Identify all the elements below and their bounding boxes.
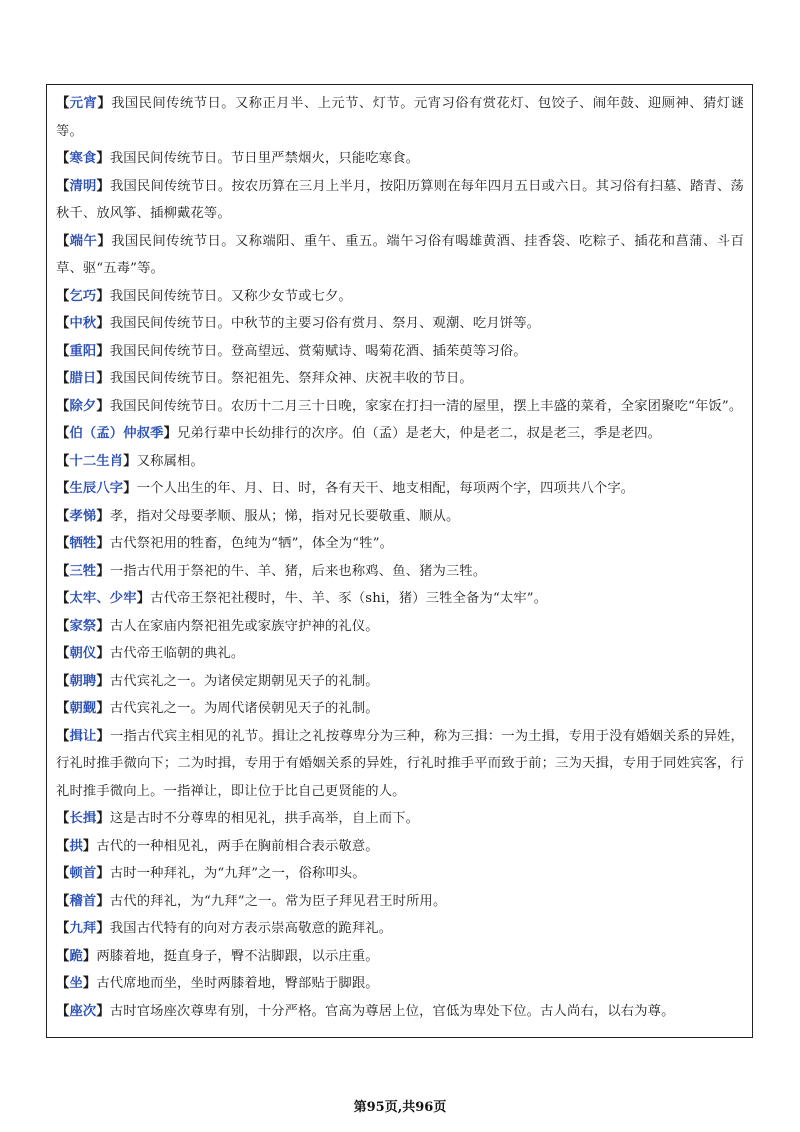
glossary-entry — [56, 915, 744, 943]
entry-definition: 古代祭祀用的牲畜，色纯为“牺”，体全为“牲”。 — [109, 536, 394, 551]
bracket-open: 【 — [56, 1003, 70, 1019]
glossary-entry — [56, 668, 744, 696]
entry-definition: 我国民间传统节日。农历十二月三十日晚，家家在打扫一清的屋里，摆上丰盛的菜肴，全家团聚吃“年饭”。 — [109, 398, 743, 414]
bracket-close: 】 — [96, 893, 110, 909]
entry-term: 乞巧 — [69, 288, 97, 304]
glossary-entry — [56, 448, 744, 476]
bracket-close: 】 — [96, 178, 110, 194]
glossary-entry — [56, 695, 744, 723]
bracket-close: 】 — [96, 673, 110, 689]
entry-term: 端午 — [69, 233, 98, 249]
bracket-open: 【 — [56, 536, 70, 551]
bracket-close: 】 — [96, 646, 110, 661]
glossary-entry — [56, 173, 744, 228]
glossary-entry — [56, 283, 744, 311]
entry-term: 十二生肖 — [69, 453, 124, 469]
entry-definition: 古代的拜礼，为“九拜”之一。常为臣子拜见君王时所用。 — [109, 893, 447, 909]
glossary-entry — [56, 145, 744, 173]
entry-definition: 一指古代宾主相见的礼节。揖让之礼按尊卑分为三种，称为三揖：一为土揖，专用于没有婚姻关系的异姓，行礼时推手微向下；二为时揖，专用于有婚姻关系的异姓，行礼时推手平而致于前；三为天揖，专用于同姓宾客，行礼时推手微向上。一指禅让，即让位于比自己更贤能的人。 — [56, 728, 744, 799]
entry-term: 元宵 — [69, 96, 98, 111]
entry-term: 三牲 — [69, 563, 97, 579]
entry-term: 跪 — [69, 948, 83, 964]
entry-term: 顿首 — [69, 866, 97, 881]
glossary-entry — [56, 860, 744, 888]
bracket-open: 【 — [56, 398, 70, 414]
glossary-entry — [56, 833, 744, 861]
bracket-open: 【 — [56, 151, 70, 166]
glossary-entry — [56, 613, 744, 641]
page-number: 第95页,共96页 — [353, 1100, 447, 1115]
entry-term: 中秋 — [69, 316, 97, 331]
entry-definition: 古代帝王临朝的典礼。 — [109, 646, 245, 661]
entry-definition: 我国民间传统节日。祭祀祖先、祭拜众神、庆祝丰收的节日。 — [109, 371, 473, 386]
bracket-open: 【 — [56, 728, 70, 744]
bracket-open: 【 — [56, 96, 70, 111]
entry-definition: 又称属相。 — [136, 453, 204, 469]
entry-definition: 古时一种拜礼，为“九拜”之一，俗称叩头。 — [109, 866, 366, 881]
glossary-entry — [56, 888, 744, 916]
glossary-entry — [56, 998, 744, 1026]
glossary-entry — [56, 970, 744, 998]
bracket-close: 】 — [96, 151, 110, 166]
entry-definition: 古代帝王祭祀社稷时，牛、羊、豕（shi，猪）三牲全备为“太牢”。 — [150, 591, 548, 606]
entry-definition: 两膝着地，挺直身子，臀不沾脚跟，以示庄重。 — [96, 948, 379, 964]
bracket-close: 】 — [96, 398, 110, 414]
bracket-open: 【 — [56, 426, 70, 441]
bracket-open: 【 — [56, 673, 70, 689]
entry-definition: 一指古代用于祭祀的牛、羊、猪，后来也称鸡、鱼、猪为三牲。 — [109, 563, 487, 579]
glossary-frame — [46, 84, 753, 1038]
bracket-close: 】 — [96, 866, 110, 881]
glossary-entry — [56, 943, 744, 971]
entry-definition: 这是古时不分尊卑的相见礼，拱手高举，自上而下。 — [109, 811, 420, 826]
entry-term: 家祭 — [69, 618, 97, 634]
glossary-entry — [56, 475, 744, 503]
entry-term: 揖让 — [69, 728, 97, 744]
entry-definition: 古代的一种相见礼，两手在胸前相合表示敬意。 — [96, 838, 379, 854]
entry-definition: 一个人出生的年、月、日、时，各有天干、地支相配，每项两个字，四项共八个字。 — [136, 481, 635, 496]
entry-term: 牺牲 — [69, 536, 97, 551]
entry-term: 腊日 — [69, 371, 97, 386]
entry-term: 朝仪 — [69, 646, 97, 661]
glossary-entry — [56, 723, 744, 806]
bracket-close: 】 — [96, 921, 110, 936]
entry-definition: 古时官场座次尊卑有别，十分严格。官高为尊居上位，官低为卑处下位。古人尚右，以右为尊。 — [109, 1003, 675, 1019]
entry-definition: 古代席地而坐，坐时两膝着地，臀部贴于脚跟。 — [96, 976, 379, 991]
glossary-entry — [56, 503, 744, 531]
bracket-close: 】 — [96, 811, 110, 826]
entry-definition: 我国民间传统节日。中秋节的主要习俗有赏月、祭月、观潮、吃月饼等。 — [109, 316, 541, 331]
entry-definition: 兄弟行辈中长幼排行的次序。伯（孟）是老大，仲是老二，叔是老三，季是老四。 — [177, 426, 662, 441]
bracket-close: 】 — [96, 316, 110, 331]
glossary-entry — [56, 420, 744, 448]
glossary-entry — [56, 530, 744, 558]
bracket-close: 】 — [96, 536, 110, 551]
bracket-open: 【 — [56, 233, 70, 249]
entry-term: 朝聘 — [69, 673, 97, 689]
entry-term: 寒食 — [69, 151, 97, 166]
entry-definition: 我国民间传统节日。又称端阳、重午、重五。端午习俗有喝雄黄酒、挂香袋、吃粽子、插花和菖蒲、斗百草、驱“五毒”等。 — [56, 233, 745, 276]
bracket-open: 【 — [56, 646, 70, 661]
entry-term: 长揖 — [69, 811, 97, 826]
bracket-open: 【 — [56, 563, 70, 579]
glossary-entry — [56, 310, 744, 338]
bracket-close: 】 — [136, 591, 151, 606]
bracket-close: 】 — [123, 453, 137, 469]
entry-definition: 古代宾礼之一。为周代诸侯朝见天子的礼制。 — [109, 701, 379, 716]
bracket-close: 】 — [82, 948, 97, 964]
entry-definition: 我国民间传统节日。又称正月半、上元节、灯节。元宵习俗有赏花灯、包饺子、闹年鼓、迎厕神、猜灯谜等。 — [56, 96, 745, 139]
bracket-open: 【 — [56, 701, 70, 716]
entry-term: 拱 — [69, 838, 83, 854]
entry-definition: 我国古代特有的向对方表示崇高敬意的跪拜礼。 — [109, 921, 393, 936]
glossary-entry — [56, 338, 744, 366]
glossary-entry — [56, 805, 744, 833]
bracket-open: 【 — [56, 838, 70, 854]
bracket-open: 【 — [56, 178, 70, 194]
glossary-entry — [56, 558, 744, 586]
bracket-open: 【 — [56, 453, 70, 469]
entry-definition: 我国民间传统节日。节日里严禁烟火，只能吃寒食。 — [109, 151, 420, 166]
bracket-open: 【 — [56, 811, 70, 826]
bracket-open: 【 — [56, 316, 70, 331]
glossary-list — [56, 90, 744, 1025]
entry-definition: 我国民间传统节日。登高望远、赏菊赋诗、喝菊花酒、插茱萸等习俗。 — [109, 343, 527, 359]
bracket-open: 【 — [56, 866, 70, 881]
entry-definition: 古代宾礼之一。为诸侯定期朝见天子的礼制。 — [109, 673, 379, 689]
entry-term: 稽首 — [69, 893, 97, 909]
entry-definition: 古人在家庙内祭祀祖先或家族守护神的礼仪。 — [109, 618, 379, 634]
entry-term: 太牢、少牢 — [69, 591, 137, 606]
bracket-close: 】 — [96, 618, 110, 634]
bracket-open: 【 — [56, 481, 70, 496]
bracket-open: 【 — [56, 371, 70, 386]
bracket-open: 【 — [56, 618, 70, 634]
bracket-open: 【 — [56, 343, 70, 359]
glossary-entry — [56, 365, 744, 393]
entry-term: 座次 — [69, 1003, 97, 1019]
bracket-open: 【 — [56, 893, 70, 909]
entry-definition: 我国民间传统节日。又称少女节或七夕。 — [109, 288, 352, 304]
glossary-entry — [56, 640, 744, 668]
glossary-entry — [56, 393, 744, 421]
entry-term: 朝觐 — [69, 701, 97, 716]
bracket-close: 】 — [82, 976, 97, 991]
bracket-close: 】 — [97, 233, 112, 249]
bracket-close: 】 — [96, 1003, 110, 1019]
bracket-close: 】 — [96, 288, 110, 304]
entry-term: 孝悌 — [69, 508, 97, 524]
glossary-entry — [56, 228, 744, 283]
entry-term: 九拜 — [69, 921, 97, 936]
entry-definition: 我国民间传统节日。按农历算在三月上半月，按阳历算则在每年四月五日或六日。其习俗有扫墓、踏青、荡秋千、放风筝、插柳戴花等。 — [56, 178, 744, 221]
glossary-entry — [56, 90, 744, 145]
entry-term: 伯（孟）仲叔季 — [69, 426, 164, 441]
bracket-open: 【 — [56, 976, 70, 991]
bracket-close: 】 — [96, 701, 110, 716]
bracket-close: 】 — [96, 371, 110, 386]
bracket-open: 【 — [56, 508, 70, 524]
entry-term: 生辰八字 — [69, 481, 124, 496]
entry-definition: 孝，指对父母要孝顺、服从；悌，指对兄长要敬重、顺从。 — [109, 508, 460, 524]
bracket-close: 】 — [97, 96, 112, 111]
bracket-close: 】 — [123, 481, 137, 496]
bracket-open: 【 — [56, 591, 70, 606]
bracket-close: 】 — [96, 508, 110, 524]
entry-term: 重阳 — [69, 343, 97, 359]
bracket-open: 【 — [56, 288, 70, 304]
bracket-close: 】 — [163, 426, 178, 441]
entry-term: 坐 — [69, 976, 83, 991]
bracket-open: 【 — [56, 921, 70, 936]
entry-term: 清明 — [69, 178, 97, 194]
bracket-open: 【 — [56, 948, 70, 964]
bracket-close: 】 — [96, 343, 110, 359]
entry-term: 除夕 — [69, 398, 97, 414]
bracket-close: 】 — [82, 838, 97, 854]
bracket-close: 】 — [96, 728, 110, 744]
glossary-entry — [56, 585, 744, 613]
bracket-close: 】 — [96, 563, 110, 579]
